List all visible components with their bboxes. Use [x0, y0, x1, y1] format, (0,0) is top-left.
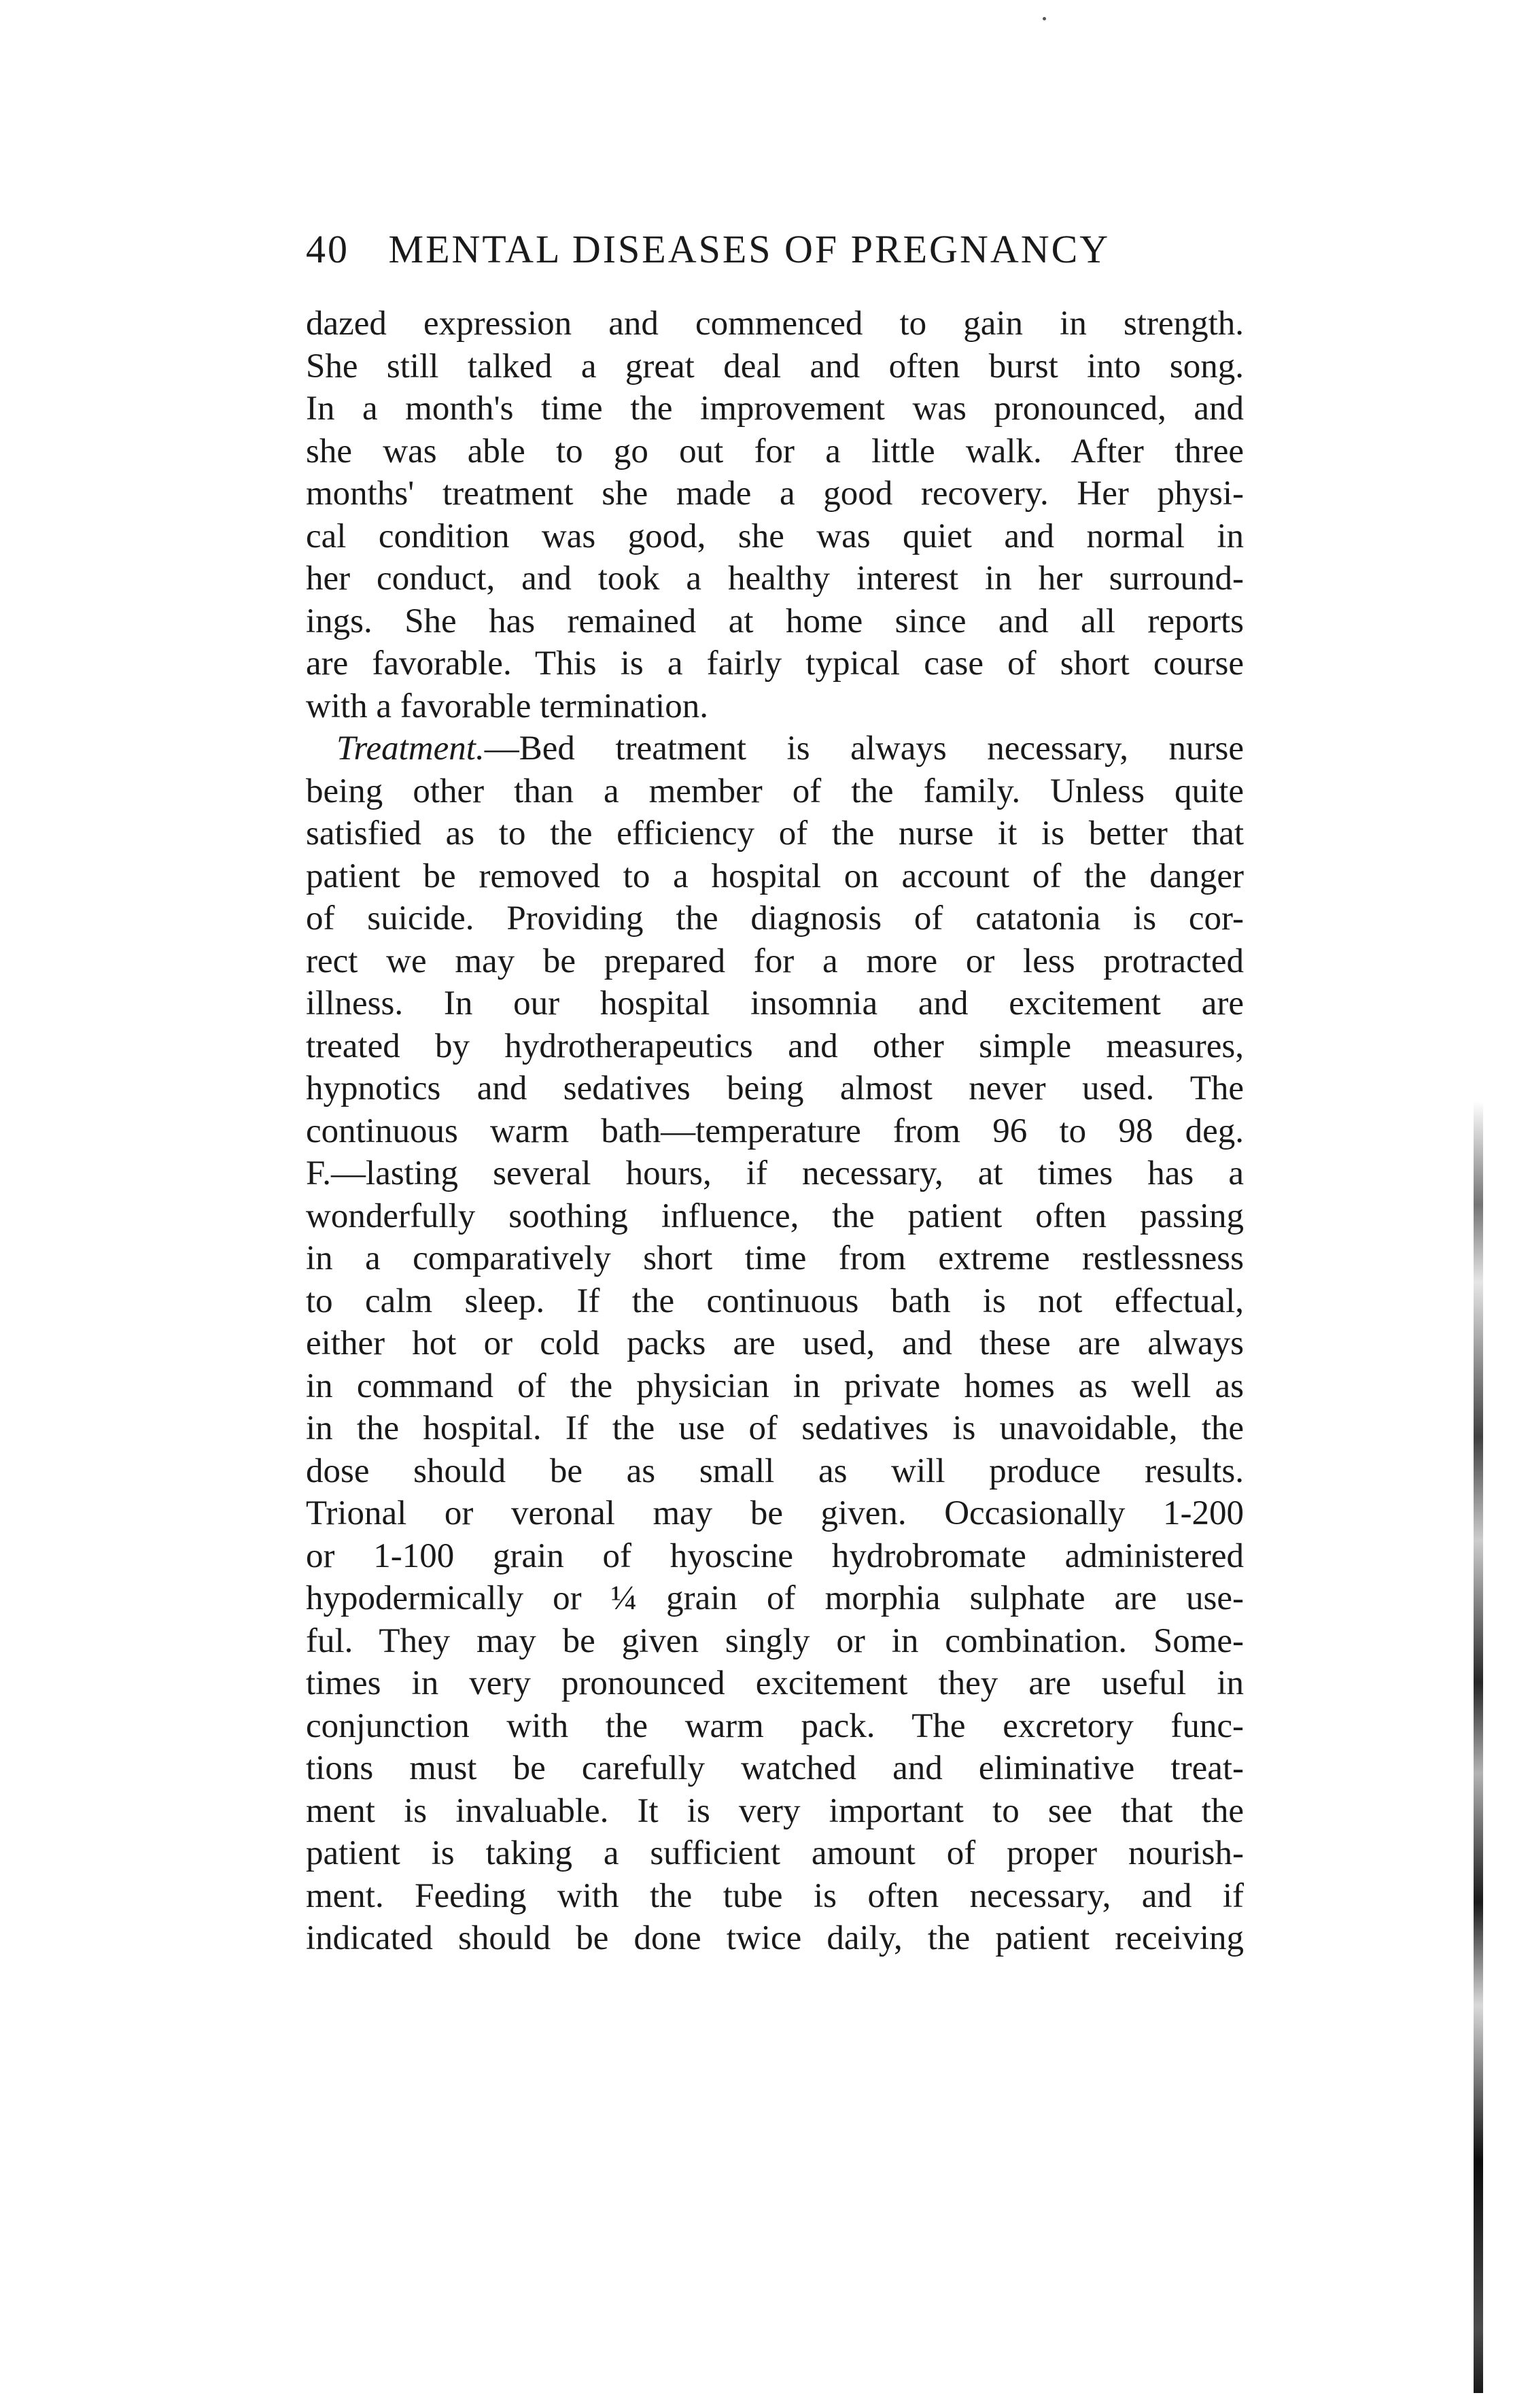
text-line: times in very pronounced excitement they are useful in: [306, 1664, 1244, 1702]
text-line: hypnotics and sedatives being almost never used. The: [306, 1069, 1244, 1107]
text-line: ment. Feeding with the tube is often necessary, and if: [306, 1876, 1244, 1915]
text-line: dose should be as small as will produce results.: [306, 1451, 1244, 1490]
text-line: wonderfully soothing influence, the patient often passing: [306, 1197, 1244, 1235]
treatment-first-line: —Bed treatment is always necessary, nurse: [484, 729, 1244, 768]
page-header: [306, 219, 1244, 280]
treatment-heading: Treatment.: [336, 729, 485, 768]
text-line: or 1-100 grain of hyoscine hydrobromate administered: [306, 1536, 1244, 1575]
text-line: ment is invaluable. It is very important to see that the: [306, 1791, 1244, 1830]
text-line: patient is taking a sufficient amount of proper nourish-: [306, 1834, 1244, 1872]
text-line: continuous warm bath—temperature from 96 to 98 deg.: [306, 1112, 1244, 1150]
text-line: In a month's time the improvement was pronounced, and: [306, 390, 1244, 428]
text-line: being other than a member of the family. Unless quite: [306, 772, 1244, 810]
text-line: her conduct, and took a healthy interest in her surround-: [306, 560, 1244, 598]
text-line: of suicide. Providing the diagnosis of catatonia is cor-: [306, 899, 1244, 938]
text-line: tions must be carefully watched and eliminative treat-: [306, 1749, 1244, 1787]
text-line: either hot or cold packs are used, and these are always: [306, 1324, 1244, 1362]
text-line: treated by hydrotherapeutics and other simple measures,: [306, 1027, 1244, 1065]
text-line: She still talked a great deal and often burst into song.: [306, 347, 1244, 385]
text-line: cal condition was good, she was quiet and normal in: [306, 517, 1244, 555]
text-line: in the hospital. If the use of sedatives is unavoidable, the: [306, 1409, 1244, 1447]
text-line: hypodermically or ¼ grain of morphia sulphate are use-: [306, 1579, 1244, 1617]
text-line: months' treatment she made a good recovery. Her physi-: [306, 475, 1244, 513]
text-line: dazed expression and commenced to gain in strength.: [306, 305, 1244, 343]
text-line: Trional or veronal may be given. Occasionally 1-200: [306, 1494, 1244, 1532]
text-line: are favorable. This is a fairly typical case of short course: [306, 644, 1244, 683]
scan-speck: [1043, 17, 1046, 20]
text-line: satisfied as to the efficiency of the nurse it is better that: [306, 814, 1244, 853]
running-title: MENTAL DISEASES OF PREGNANCY: [388, 227, 1111, 271]
text-line: to calm sleep. If the continuous bath is not effectual,: [306, 1282, 1244, 1320]
text-line: with a favorable termination.: [306, 687, 708, 725]
text-line: ful. They may be given singly or in combination. Some-: [306, 1621, 1244, 1660]
text-line: she was able to go out for a little walk. After three: [306, 432, 1244, 470]
text-line: indicated should be done twice daily, the patient receiving: [306, 1919, 1244, 1957]
text-line: ings. She has remained at home since and all reports: [306, 602, 1244, 640]
text-line: rect we may be prepared for a more or less protracted: [306, 942, 1244, 980]
treatment-paragraph-start: [306, 727, 1244, 770]
text-line: in command of the physician in private homes as well as: [306, 1366, 1244, 1405]
text-line: patient be removed to a hospital on account of the danger: [306, 857, 1244, 895]
text-line: conjunction with the warm pack. The excretory func-: [306, 1706, 1244, 1745]
page-number: 40: [306, 227, 349, 271]
body-text: [306, 303, 1244, 1960]
text-line: in a comparatively short time from extreme restlessness: [306, 1239, 1244, 1277]
text-line: illness. In our hospital insomnia and excitement are: [306, 984, 1244, 1022]
text-line: F.—lasting several hours, if necessary, at times has a: [306, 1154, 1244, 1192]
scan-edge-shadow: [1474, 1101, 1483, 2393]
